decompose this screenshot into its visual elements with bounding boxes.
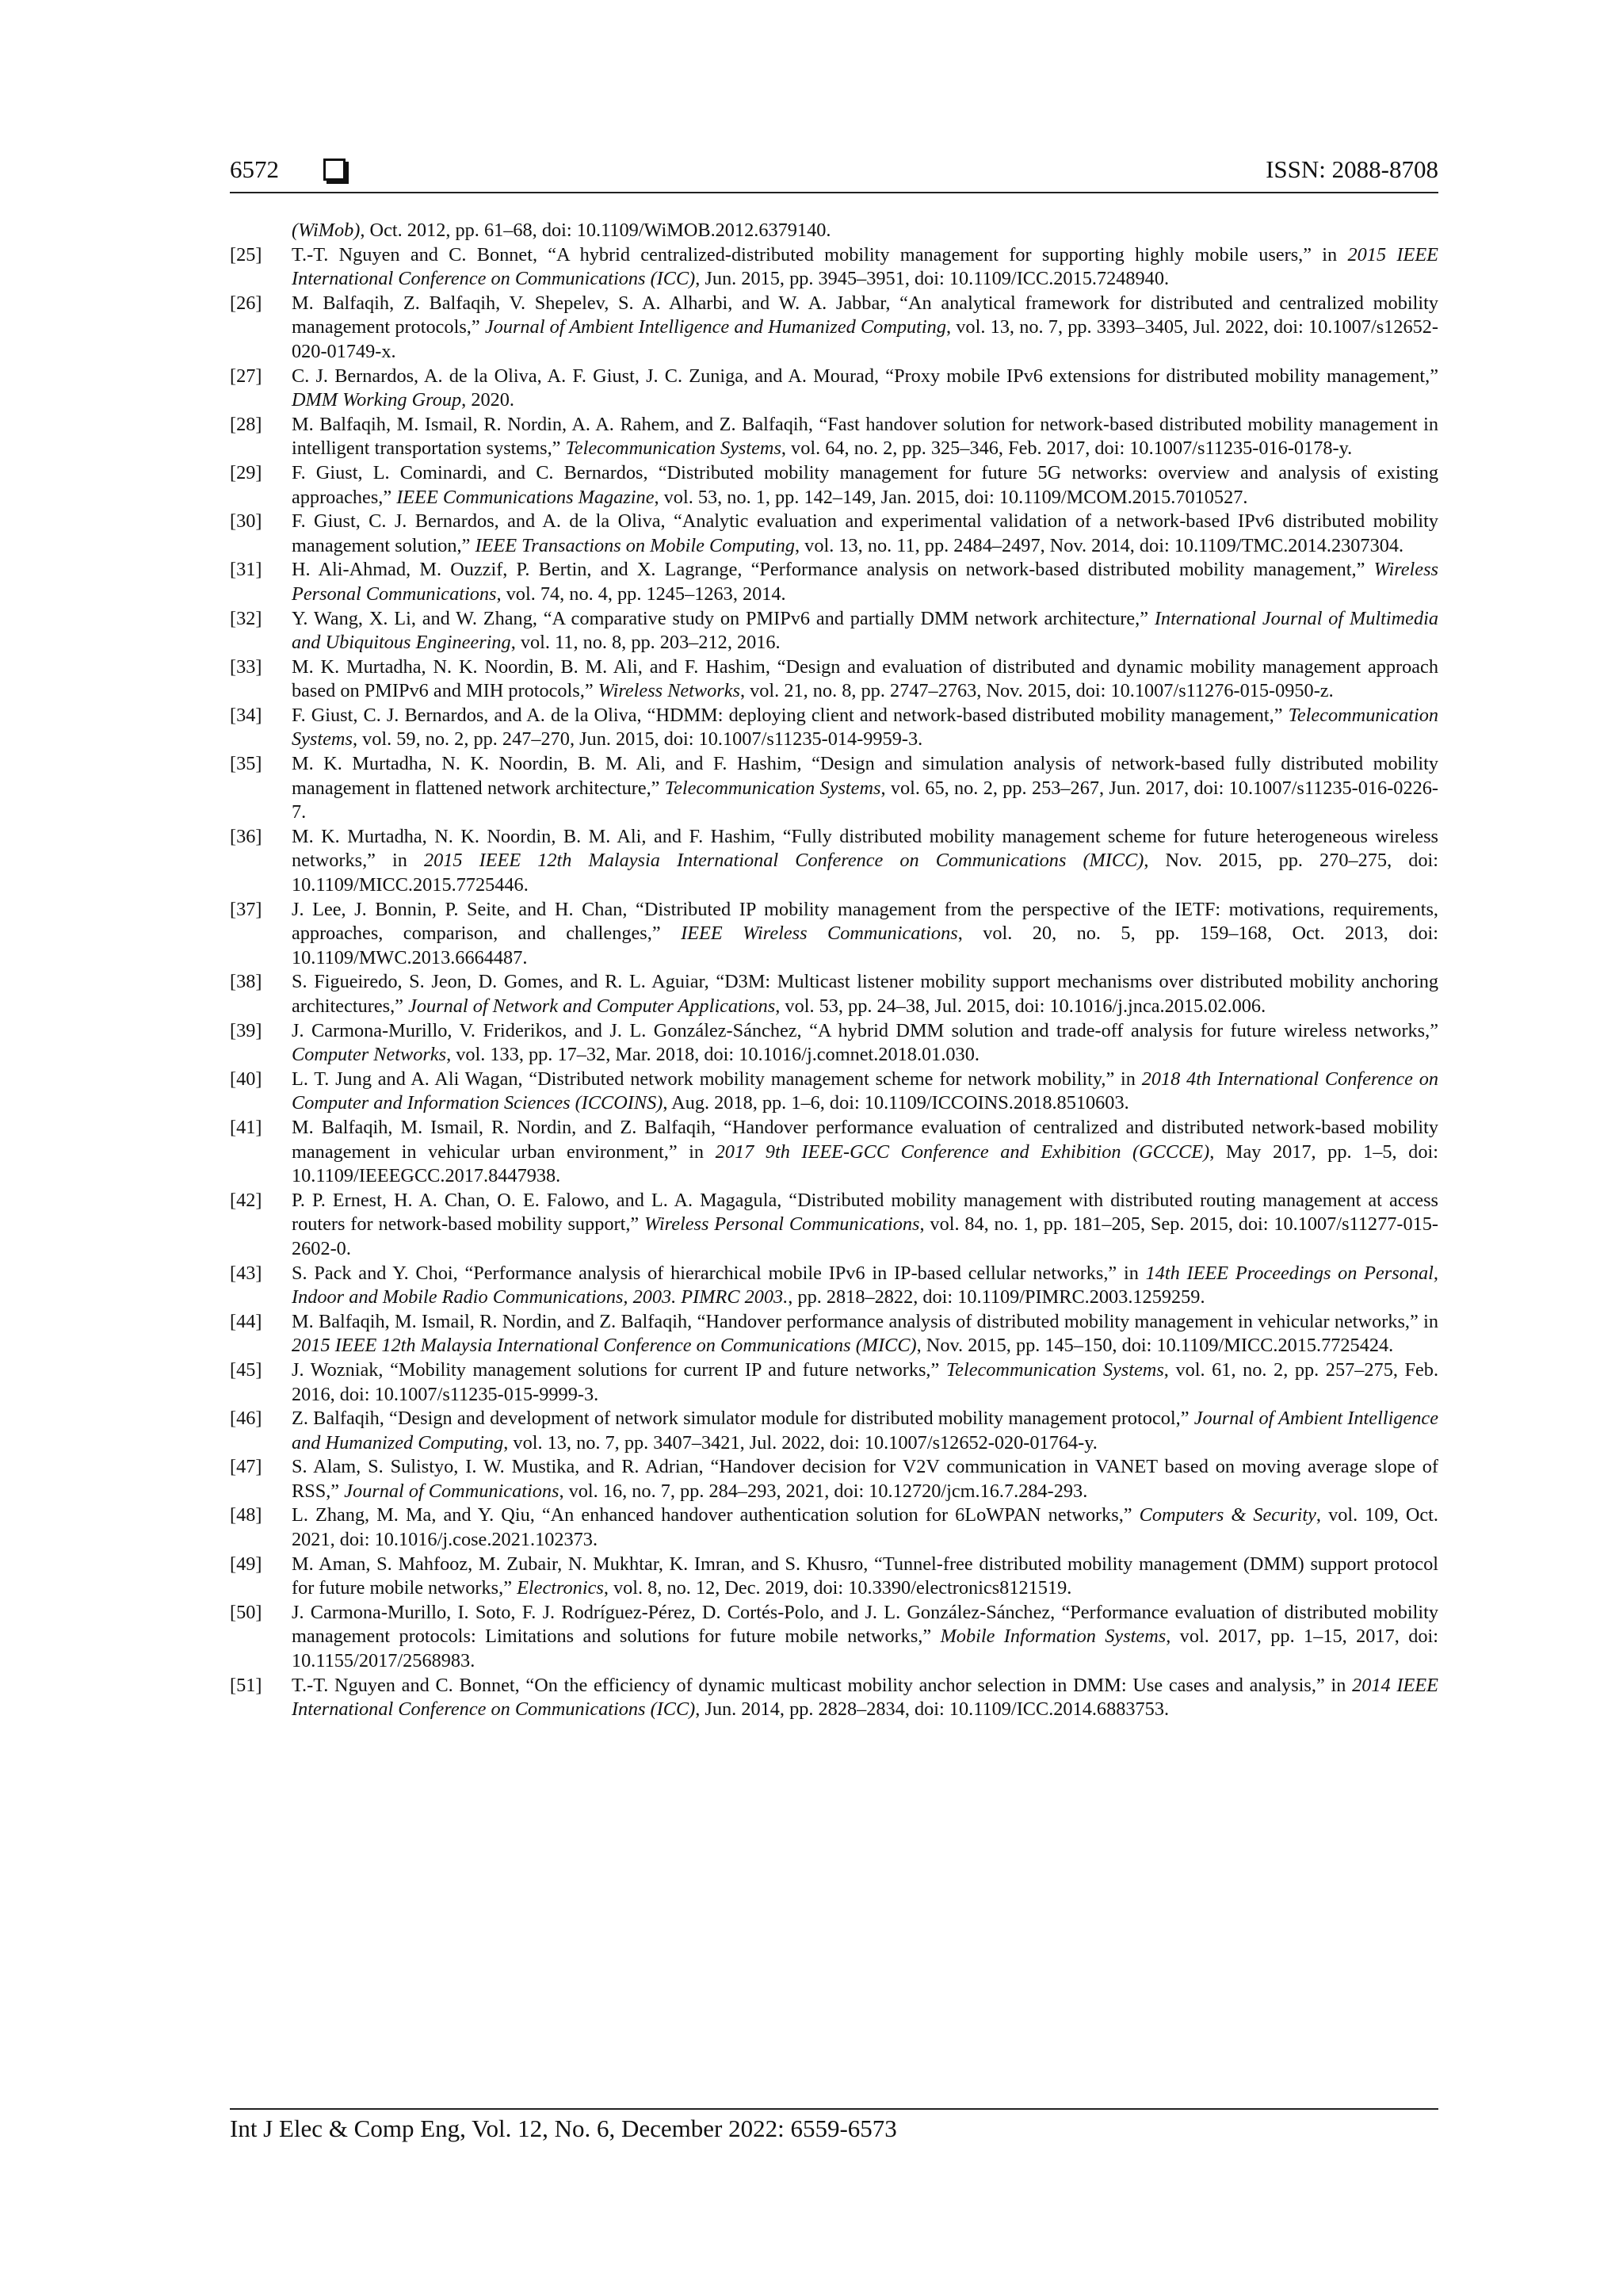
- reference-item: [230, 1407, 1438, 1455]
- reference-authors-title: M. Aman, S. Mahfooz, M. Zubair, N. Mukhtar, K. Imran, and S. Khusro, “Tunnel-free distributed mobility management (DMM) support protocol for future mobile networks,”: [292, 1553, 1438, 1599]
- reference-text: [292, 655, 1438, 704]
- reference-number: [46]: [230, 1408, 262, 1430]
- reference-text: [292, 1068, 1438, 1116]
- reference-number: [41]: [230, 1116, 262, 1138]
- reference-venue: 2014 IEEE International Conference on Communications (ICC): [292, 1674, 1438, 1721]
- reference-venue: 2017 9th IEEE-GCC Conference and Exhibition (GCCCE): [715, 1140, 1210, 1163]
- reference-item: [230, 1262, 1438, 1310]
- header-rule: [230, 192, 1438, 193]
- reference-venue: Computer Networks: [292, 1044, 447, 1066]
- reference-text: [292, 558, 1438, 606]
- reference-venue: Telecommunication Systems: [292, 704, 1438, 751]
- reference-authors-title: M. Balfaqih, M. Ismail, R. Nordin, A. A. Rahem, and Z. Balfaqih, “Fast handover solution for network-based distributed mobility management in intelligent transportation systems,”: [292, 413, 1438, 460]
- reference-details: , vol. 13, no. 7, pp. 3393–3405, Jul. 2022, doi: 10.1007/s12652-020-01749-x.: [292, 316, 1438, 362]
- reference-venue: DMM Working Group: [292, 389, 462, 411]
- reference-item: [230, 1553, 1438, 1601]
- reference-venue: Journal of Network and Computer Applications: [408, 995, 776, 1017]
- reference-item: [230, 1116, 1438, 1189]
- reference-item: [230, 655, 1438, 704]
- reference-item: [230, 413, 1438, 461]
- reference-text: [292, 1674, 1438, 1722]
- reference-text: [292, 1503, 1438, 1552]
- reference-details: , Aug. 2018, pp. 1–6, doi: 10.1109/ICCOINS.2018.8510603.: [663, 1092, 1129, 1114]
- page-header: [230, 155, 1438, 195]
- reference-authors-title: T.-T. Nguyen and C. Bonnet, “A hybrid centralized-distributed mobility management for supporting highly mobile users,” in: [292, 243, 1348, 266]
- reference-venue: International Journal of Multimedia and Ubiquitous Engineering: [292, 607, 1438, 654]
- reference-item: [230, 825, 1438, 898]
- reference-item: [230, 461, 1438, 510]
- reference-authors-title: M. K. Murtadha, N. K. Noordin, B. M. Ali, and F. Hashim, “Fully distributed mobility management scheme for future heterogeneous wireless networks,” in: [292, 825, 1438, 872]
- reference-number: [36]: [230, 825, 262, 847]
- reference-text: [292, 607, 1438, 655]
- reference-number: [44]: [230, 1310, 262, 1332]
- reference-authors-title: M. K. Murtadha, N. K. Noordin, B. M. Ali, and F. Hashim, “Design and simulation analysis of network-based fully distributed mobility management in flattened network architecture,”: [292, 753, 1438, 799]
- square-box-icon: [323, 159, 346, 181]
- reference-authors-title: C. J. Bernardos, A. de la Oliva, A. F. Giust, J. C. Zuniga, and A. Mourad, “Proxy mobile IPv6 extensions for distributed mobility management,”: [292, 365, 1438, 387]
- reference-authors-title: M. Balfaqih, Z. Balfaqih, V. Shepelev, S. A. Alharbi, and W. A. Jabbar, “An analytical framework for distributed and centralized mobility management protocols,”: [292, 292, 1438, 338]
- reference-authors-title: S. Figueiredo, S. Jeon, D. Gomes, and R. L. Aguiar, “D3M: Multicast listener mobility support mechanisms over distributed mobility anchoring architectures,”: [292, 971, 1438, 1017]
- reference-details: , vol. 11, no. 8, pp. 203–212, 2016.: [510, 632, 781, 654]
- reference-details: , vol. 65, no. 2, pp. 253–267, Jun. 2017, doi: 10.1007/s11235-016-0226-7.: [292, 777, 1438, 823]
- reference-details: , vol. 16, no. 7, pp. 284–293, 2021, doi: 10.12720/jcm.16.7.284-293.: [559, 1480, 1088, 1502]
- reference-venue: 14th IEEE Proceedings on Personal, Indoor and Mobile Radio Communications, 2003. PIMRC 2003.: [292, 1262, 1438, 1308]
- reference-venue: Journal of Ambient Intelligence and Humanized Computing: [292, 1408, 1438, 1454]
- reference-details: , 2020.: [461, 389, 514, 411]
- reference-number: [30]: [230, 510, 262, 533]
- reference-item: [230, 243, 1438, 292]
- reference-number: [28]: [230, 413, 262, 435]
- reference-item: [230, 1358, 1438, 1407]
- reference-venue: Telecommunication Systems: [565, 437, 781, 460]
- reference-item: [230, 1068, 1438, 1116]
- reference-number: [40]: [230, 1068, 262, 1090]
- reference-number: [43]: [230, 1262, 262, 1284]
- reference-number: [49]: [230, 1553, 262, 1575]
- reference-number: [33]: [230, 655, 262, 678]
- reference-details: , pp. 2818–2822, doi: 10.1109/PIMRC.2003.1259259.: [788, 1286, 1205, 1308]
- reference-authors-title: F. Giust, L. Cominardi, and C. Bernardos, “Distributed mobility management for future 5G networks: overview and analysis of existing approaches,”: [292, 461, 1438, 508]
- reference-details: , vol. 64, no. 2, pp. 325–346, Feb. 2017, doi: 10.1007/s11235-016-0178-y.: [781, 437, 1353, 460]
- reference-authors-title: S. Alam, S. Sulistyo, I. W. Mustika, and R. Adrian, “Handover decision for V2V communication in VANET based on moving average slope of RSS,”: [292, 1456, 1438, 1502]
- reference-number: [34]: [230, 704, 262, 726]
- reference-number: [48]: [230, 1504, 262, 1526]
- reference-details: , vol. 133, pp. 17–32, Mar. 2018, doi: 10.1016/j.comnet.2018.01.030.: [446, 1044, 980, 1066]
- reference-text: [292, 825, 1438, 898]
- reference-number: [39]: [230, 1019, 262, 1041]
- reference-text: [292, 243, 1438, 292]
- reference-item: [230, 365, 1438, 413]
- reference-item: [230, 970, 1438, 1018]
- reference-item: [230, 607, 1438, 655]
- reference-text: [292, 1553, 1438, 1601]
- reference-details: , vol. 61, no. 2, pp. 257–275, Feb. 2016, doi: 10.1007/s11235-015-9999-3.: [292, 1358, 1439, 1405]
- reference-details: , vol. 84, no. 1, pp. 181–205, Sep. 2015, doi: 10.1007/s11277-015-2602-0.: [292, 1213, 1439, 1259]
- reference-venue: 2015 IEEE 12th Malaysia International Conference on Communications (MICC): [292, 1335, 917, 1357]
- reference-venue: Journal of Ambient Intelligence and Humanized Computing: [484, 316, 946, 338]
- reference-details: , vol. 59, no. 2, pp. 247–270, Jun. 2015, doi: 10.1007/s11235-014-9959-3.: [352, 728, 923, 751]
- reference-item: [230, 292, 1438, 365]
- reference-authors-title: F. Giust, C. J. Bernardos, and A. de la Oliva, “HDMM: deploying client and network-based distributed mobility management,”: [292, 704, 1289, 726]
- reference-item: [230, 898, 1438, 971]
- reference-venue: 2015 IEEE 12th Malaysia International Conference on Communications (MICC): [423, 850, 1144, 872]
- reference-authors-title: F. Giust, C. J. Bernardos, and A. de la Oliva, “Analytic evaluation and experimental validation of a network-based IPv6 distributed mobility management solution,”: [292, 510, 1438, 556]
- reference-item: [230, 510, 1438, 558]
- issn-label: ISSN: 2088-8708: [1266, 155, 1438, 183]
- reference-details: , vol. 13, no. 7, pp. 3407–3421, Jul. 2022, doi: 10.1007/s12652-020-01764-y.: [503, 1431, 1098, 1454]
- reference-item: [230, 1674, 1438, 1722]
- reference-item: [230, 1503, 1438, 1552]
- reference-number: [42]: [230, 1189, 262, 1211]
- reference-item: [230, 558, 1438, 606]
- reference-venue: Wireless Personal Communications: [644, 1213, 920, 1236]
- reference-number: [45]: [230, 1358, 262, 1381]
- reference-number: [31]: [230, 559, 262, 581]
- reference-details: , Jun. 2014, pp. 2828–2834, doi: 10.1109/ICC.2014.6883753.: [695, 1698, 1170, 1721]
- reference-number: [38]: [230, 971, 262, 993]
- reference-authors-title: T.-T. Nguyen and C. Bonnet, “On the efficiency of dynamic multicast mobility anchor selection in DMM: Use cases and analysis,” in: [292, 1674, 1353, 1696]
- reference-venue: Telecommunication Systems: [945, 1358, 1164, 1381]
- reference-venue: 2015 IEEE International Conference on Communications (ICC): [292, 243, 1438, 290]
- reference-text: [292, 1019, 1438, 1068]
- reference-authors-title: J. Carmona-Murillo, V. Friderikos, and J. L. González-Sánchez, “A hybrid DMM solution and trade-off analysis for future wireless networks,”: [292, 1019, 1438, 1041]
- reference-authors-title: J. Carmona-Murillo, I. Soto, F. J. Rodríguez-Pérez, D. Cortés-Polo, and J. L. González-Sánchez, “Performance evaluation of distributed mobility management protocols: Limitations and solutions for future mobile networks,”: [292, 1601, 1438, 1648]
- reference-text: [292, 292, 1438, 365]
- reference-item: [230, 1455, 1438, 1503]
- reference-item: [230, 752, 1438, 825]
- reference-item: [230, 1601, 1438, 1674]
- reference-details: , vol. 53, pp. 24–38, Jul. 2015, doi: 10.1016/j.jnca.2015.02.006.: [775, 995, 1266, 1017]
- reference-text: [292, 413, 1438, 461]
- reference-authors-title: S. Pack and Y. Choi, “Performance analysis of hierarchical mobile IPv6 in IP-based cellular networks,” in: [292, 1262, 1146, 1284]
- reference-text: [292, 510, 1438, 558]
- reference-venue: 2018 4th International Conference on Computer and Information Sciences (ICCOINS): [292, 1068, 1438, 1114]
- reference-text: [292, 1407, 1438, 1455]
- reference-details: , Jun. 2015, pp. 3945–3951, doi: 10.1109/ICC.2015.7248940.: [695, 268, 1170, 290]
- reference-number: [25]: [230, 243, 262, 266]
- reference-number: [51]: [230, 1674, 262, 1696]
- reference-details: , vol. 53, no. 1, pp. 142–149, Jan. 2015, doi: 10.1109/MCOM.2015.7010527.: [654, 486, 1248, 508]
- reference-text: [292, 704, 1438, 752]
- reference-venue: Electronics: [517, 1577, 604, 1599]
- reference-details: , Nov. 2015, pp. 145–150, doi: 10.1109/MICC.2015.7725424.: [916, 1335, 1394, 1357]
- reference-venue: IEEE Wireless Communications: [681, 923, 958, 945]
- reference-venue: Computers & Security: [1139, 1504, 1316, 1526]
- reference-venue: Telecommunication Systems: [664, 777, 881, 799]
- reference-text: [292, 898, 1438, 971]
- reference-authors-title: Y. Wang, X. Li, and W. Zhang, “A comparative study on PMIPv6 and partially DMM network architecture,”: [292, 607, 1155, 629]
- reference-number: [32]: [230, 607, 262, 629]
- reference-authors-title: H. Ali-Ahmad, M. Ouzzif, P. Bertin, and X. Lagrange, “Performance analysis on network-based distributed mobility management,”: [292, 559, 1374, 581]
- reference-text: [292, 1310, 1438, 1358]
- reference-authors-title: M. Balfaqih, M. Ismail, R. Nordin, and Z. Balfaqih, “Handover performance analysis of distributed mobility management in vehicular networks,” in: [292, 1310, 1438, 1332]
- reference-authors-title: L. Zhang, M. Ma, and Y. Qiu, “An enhanced handover authentication solution for 6LoWPAN networks,”: [292, 1504, 1140, 1526]
- reference-list: [230, 219, 1438, 1722]
- reference-item: [230, 1310, 1438, 1358]
- reference-text: [292, 752, 1438, 825]
- reference-text: [292, 365, 1438, 413]
- reference-venue: IEEE Communications Magazine: [396, 486, 655, 508]
- reference-text: [292, 1601, 1438, 1674]
- reference-authors-title: J. Lee, J. Bonnin, P. Seite, and H. Chan, “Distributed IP mobility management from the perspective of the IETF: motivations, requirements, approaches, comparison, and challenges,”: [292, 898, 1438, 945]
- footer-rule: [230, 2108, 1438, 2110]
- reference-number: [27]: [230, 365, 262, 387]
- reference-venue: Wireless Networks: [598, 680, 740, 702]
- reference-details: , vol. 20, no. 5, pp. 159–168, Oct. 2013, doi: 10.1109/MWC.2013.6664487.: [292, 923, 1438, 968]
- reference-details: , May 2017, pp. 1–5, doi: 10.1109/IEEEGCC.2017.8447938.: [292, 1140, 1438, 1187]
- reference-text: [292, 1455, 1438, 1503]
- reference-details: , Nov. 2015, pp. 270–275, doi: 10.1109/MICC.2015.7725446.: [292, 850, 1439, 896]
- reference-details: , vol. 109, Oct. 2021, doi: 10.1016/j.cose.2021.102373.: [292, 1504, 1438, 1551]
- reference-text: [292, 461, 1438, 510]
- reference-venue: Mobile Information Systems: [940, 1626, 1167, 1648]
- journal-footer: Int J Elec & Comp Eng, Vol. 12, No. 6, December 2022: 6559-6573: [230, 2115, 897, 2142]
- reference-text: [292, 1262, 1438, 1310]
- page-number: 6572: [230, 155, 279, 183]
- reference-text: [292, 970, 1438, 1018]
- reference-number: [37]: [230, 898, 262, 920]
- reference-authors-title: L. T. Jung and A. Ali Wagan, “Distributed network mobility management scheme for network mobility,” in: [292, 1068, 1142, 1090]
- reference-item: [230, 704, 1438, 752]
- reference-number: [35]: [230, 753, 262, 775]
- reference-details: , vol. 21, no. 8, pp. 2747–2763, Nov. 2015, doi: 10.1007/s11276-015-0950-z.: [739, 680, 1334, 702]
- reference-venue: Journal of Communications: [344, 1480, 559, 1502]
- reference-authors-title: J. Wozniak, “Mobility management solutions for current IP and future networks,”: [292, 1358, 946, 1381]
- reference-item: [230, 1019, 1438, 1068]
- reference-number: [50]: [230, 1601, 262, 1623]
- reference-number: [47]: [230, 1456, 262, 1478]
- reference-continuation: [292, 219, 1438, 243]
- reference-venue: Wireless Personal Communications: [292, 559, 1438, 605]
- reference-text: [292, 1116, 1438, 1189]
- reference-details: , vol. 8, no. 12, Dec. 2019, doi: 10.3390/electronics8121519.: [603, 1577, 1072, 1599]
- reference-number: [26]: [230, 292, 262, 314]
- reference-item: [230, 1189, 1438, 1262]
- reference-venue: (WiMob): [292, 220, 361, 241]
- reference-text: [292, 1189, 1438, 1262]
- reference-venue: IEEE Transactions on Mobile Computing: [475, 534, 796, 556]
- reference-authors-title: P. P. Ernest, H. A. Chan, O. E. Falowo, and L. A. Magagula, “Distributed mobility management with distributed routing management at access routers for network-based mobility support,”: [292, 1189, 1438, 1236]
- reference-authors-title: Z. Balfaqih, “Design and development of network simulator module for distributed mobility management protocol,”: [292, 1408, 1194, 1430]
- reference-details: , vol. 74, no. 4, pp. 1245–1263, 2014.: [496, 583, 786, 605]
- reference-authors-title: M. K. Murtadha, N. K. Noordin, B. M. Ali, and F. Hashim, “Design and evaluation of distributed and dynamic mobility management approach based on PMIPv6 and MIH protocols,”: [292, 655, 1438, 702]
- reference-text: [292, 1358, 1438, 1407]
- reference-details: , vol. 13, no. 11, pp. 2484–2497, Nov. 2014, doi: 10.1109/TMC.2014.2307304.: [795, 534, 1404, 556]
- reference-number: [29]: [230, 461, 262, 483]
- reference-authors-title: M. Balfaqih, M. Ismail, R. Nordin, and Z. Balfaqih, “Handover performance evaluation of centralized and distributed network-based mobility management in vehicular urban environment,” in: [292, 1116, 1438, 1163]
- reference-details: , vol. 2017, pp. 1–15, 2017, doi: 10.1155/2017/2568983.: [292, 1626, 1438, 1672]
- reference-details: , Oct. 2012, pp. 61–68, doi: 10.1109/WiMOB.2012.6379140.: [360, 220, 831, 241]
